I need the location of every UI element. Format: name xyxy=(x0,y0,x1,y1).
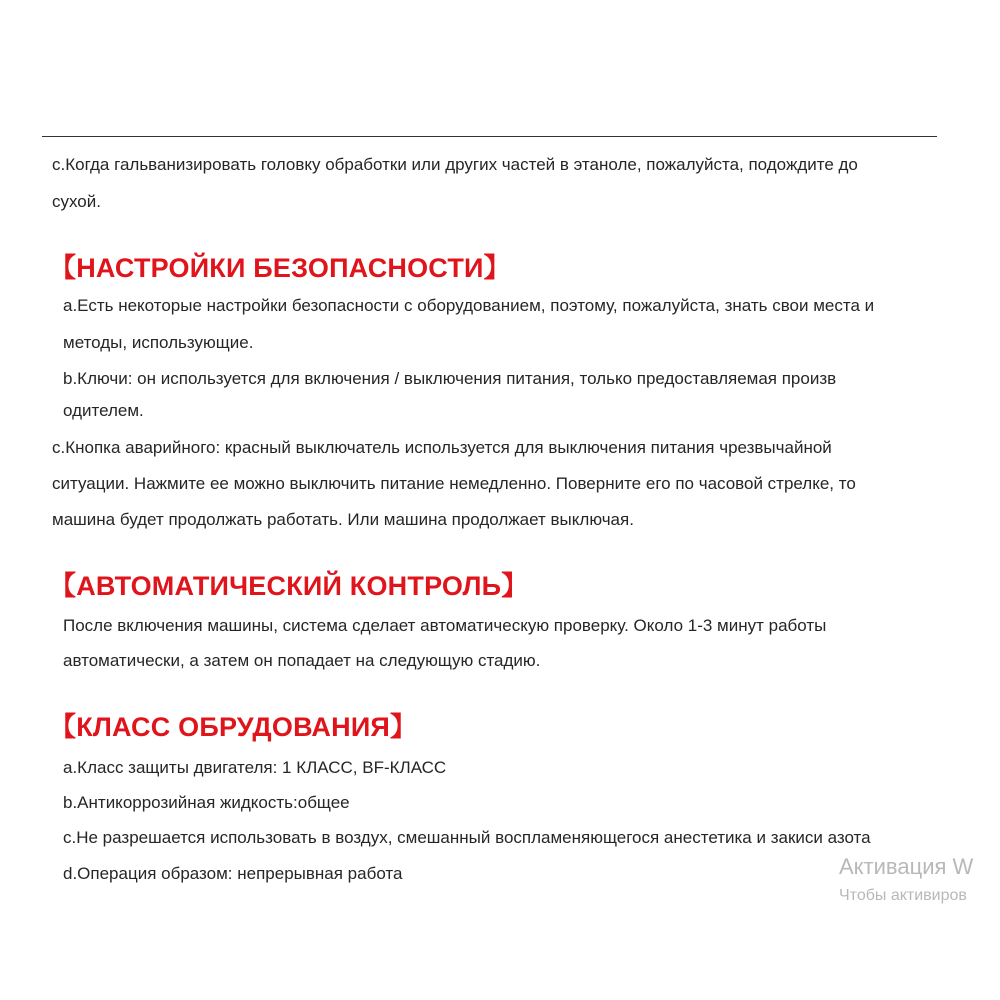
safety-item-a-line-1: a.Есть некоторые настройки безопасности с оборудованием, поэтому, пожалуйста, знать свои места и xyxy=(63,296,875,315)
safety-settings-heading: 【НАСТРОЙКИ БЕЗОПАСНОСТИ】 xyxy=(49,253,511,283)
safety-item-c-line-3: машина будет продолжать работать. Или машина продолжает выключая. xyxy=(52,510,634,529)
equipment-class-item-c: c.Не разрешается использовать в воздух, смешанный воспламеняющегося анестетика и закиси азота xyxy=(63,828,871,847)
equipment-class-item-d: d.Операция образом: непрерывная работа xyxy=(63,864,403,883)
safety-item-b-line-2: одителем. xyxy=(63,401,144,420)
safety-item-b-line-1: b.Ключи: он используется для включения / выключения питания, только предоставляемая произв xyxy=(63,369,837,388)
auto-control-heading: 【АВТОМАТИЧЕСКИЙ КОНТРОЛЬ】 xyxy=(49,571,529,601)
equipment-class-item-b: b.Антикоррозийная жидкость:общее xyxy=(63,793,350,812)
horizontal-divider xyxy=(42,136,937,137)
safety-item-c-line-2: ситуации. Нажмите ее можно выключить питание немедленно. Поверните его по часовой стрелке, то xyxy=(52,474,856,493)
auto-control-line-1: После включения машины, система сделает автоматическую проверку. Около 1-3 минут работы xyxy=(63,616,827,635)
safety-item-c-line-1: c.Кнопка аварийного: красный выключатель используется для выключения питания чрезвычайной xyxy=(52,438,832,457)
equipment-class-heading: 【КЛАСС ОБРУДОВАНИЯ】 xyxy=(49,712,418,742)
activation-watermark-subtitle: Чтобы активиров xyxy=(839,887,967,904)
intro-line-2: сухой. xyxy=(52,192,101,211)
intro-line-1: c.Когда гальванизировать головку обработки или других частей в этаноле, пожалуйста, подождите до xyxy=(52,155,858,174)
auto-control-line-2: автоматически, а затем он попадает на следующую стадию. xyxy=(63,651,541,670)
equipment-class-item-a: a.Класс защиты двигателя: 1 КЛАСС, BF-КЛАСС xyxy=(63,758,447,777)
activation-watermark-title: Активация W xyxy=(839,854,974,879)
safety-item-a-line-2: методы, использующие. xyxy=(63,333,254,352)
